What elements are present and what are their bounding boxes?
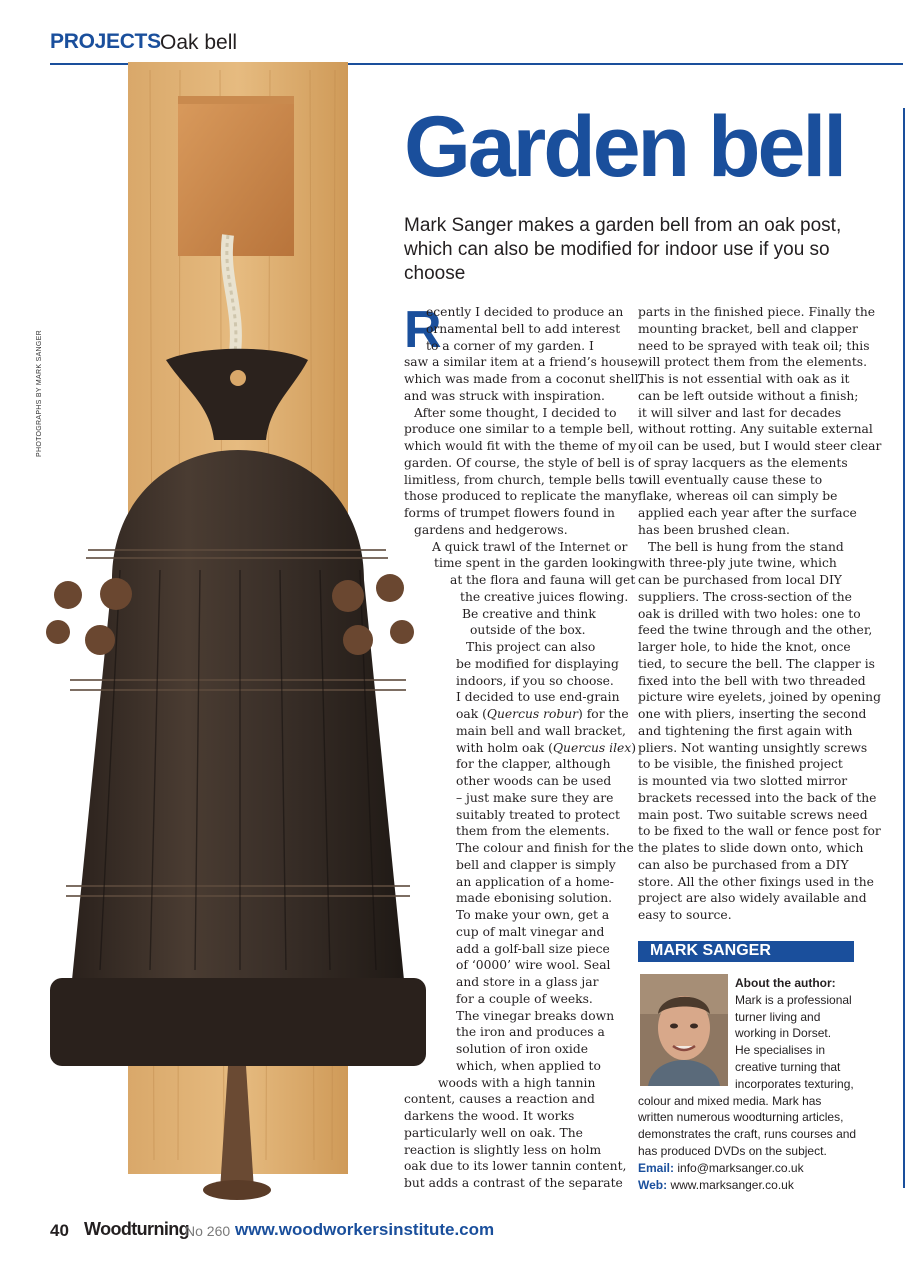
article-line: need to be sprayed with teak oil; this [638, 338, 870, 353]
article-line: I decided to use end-grain [456, 690, 620, 705]
about-heading: About the author: [735, 976, 836, 990]
article-line: This project can also [466, 640, 596, 654]
article-line: the plates to slide down onto, which [638, 841, 864, 855]
article-line: gardens and hedgerows. [414, 522, 568, 537]
article-line: oak is drilled with two holes: one to [638, 606, 861, 621]
section-topic: Oak bell [160, 31, 238, 54]
article-line: which would fit with the theme of my [404, 439, 637, 453]
article-line: suppliers. The cross-section of the [638, 589, 852, 604]
article-line: but adds a contrast of the separate [404, 1176, 623, 1190]
about-line: Mark is a professional [735, 992, 852, 1007]
article-line: project are also widely available and [638, 891, 867, 906]
about-author [638, 975, 858, 1193]
article-line: is mounted via two slotted mirror [638, 774, 848, 788]
article-line: A quick trawl of the Internet or [432, 539, 628, 554]
author-name-bar [638, 941, 854, 962]
article-line: add a golf-ball size piece [456, 941, 610, 956]
article-line: tied, to secure the bell. The clapper is [638, 656, 875, 671]
article-line: This is not essential with oak as it [638, 372, 850, 386]
article-line: easy to source. [638, 908, 732, 922]
about-line: colour and mixed media. Mark has [638, 1093, 822, 1108]
article-line: will protect them from the elements. [638, 355, 868, 370]
article-line: darkens the wood. It works [404, 1109, 575, 1123]
article-line: the iron and produces a [456, 1025, 605, 1040]
article-line: main bell and wall bracket, [456, 723, 626, 738]
article-line: and was struck with inspiration. [404, 388, 605, 403]
article-line: suitably treated to protect [456, 807, 620, 822]
page-number: 40 [50, 1221, 69, 1240]
article-line: which was made from a coconut shell, [404, 372, 643, 386]
article-line: can be purchased from local DIY [638, 573, 842, 587]
article-line: those produced to replicate the many [404, 489, 639, 504]
article-line: The colour and finish for the [456, 841, 634, 855]
drop-cap: R [404, 301, 442, 359]
article-line: mounting bracket, bell and clapper [638, 321, 858, 336]
article-line: store. All the other fixings used in the [638, 874, 874, 889]
article-line: oil can be used, but I would steer clear [638, 439, 882, 453]
article-line: time spent in the garden looking [434, 556, 638, 571]
article-line: feed the twine through and the other, [638, 623, 873, 638]
article-line: particularly well on oak. The [404, 1125, 583, 1140]
article-line: saw a similar item at a friend’s house, [404, 355, 642, 370]
standfirst-text: makes a garden bell from an oak post, which can also be modified for indoor use if you so choose [404, 215, 842, 284]
photo-credit: PHOTOGRAPHS BY MARK SANGER [36, 330, 43, 457]
standfirst [404, 214, 874, 286]
article-line: woods with a high tannin [438, 1075, 596, 1090]
about-line: written numerous woodturning articles, [638, 1110, 844, 1125]
article-line: brackets recessed into the back of the [638, 790, 877, 805]
article-title: Garden bell [404, 99, 845, 195]
article-column-2 [638, 304, 882, 924]
article-line: without rotting. Any suitable external [638, 422, 873, 437]
article-line: The bell is hung from the stand [648, 539, 844, 554]
article-line: To make your own, get a [456, 908, 610, 922]
article-line: picture wire eyelets, joined by opening [638, 690, 881, 705]
author-name: MARK SANGER [650, 942, 771, 959]
article-line: larger hole, to hide the knot, once [638, 640, 851, 654]
about-line: demonstrates the craft, runs courses and [638, 1127, 857, 1142]
author-email [638, 1160, 858, 1177]
section-label: PROJECTS [50, 30, 161, 53]
article-line: other woods can be used [456, 774, 612, 788]
article-line: The vinegar breaks down [456, 1008, 615, 1023]
article-line: limitless, from church, temple bells to [404, 472, 642, 487]
article-line: has been brushed clean. [638, 522, 790, 537]
article-line: which, when applied to [456, 1058, 601, 1073]
issue-number: No 260 [185, 1223, 231, 1239]
article-line: and tightening the first again with [638, 723, 853, 738]
article-line: be modified for displaying [456, 656, 619, 671]
article-line: Be creative and think [462, 606, 596, 621]
article-line: to a corner of my garden. I [426, 338, 594, 353]
about-line: He specialises in [735, 1043, 826, 1058]
article-line: flake, whereas oil can simply be [638, 489, 838, 504]
article-line: pliers. Not wanting unsightly screws [638, 740, 868, 755]
article-line: at the flora and fauna will get [450, 573, 636, 587]
article-line: one with pliers, inserting the second [638, 707, 867, 721]
about-line: has produced DVDs on the subject. [638, 1143, 827, 1158]
article-line: ecently I decided to produce an [426, 305, 624, 319]
author-web-value[interactable]: www.marksanger.co.uk [667, 1177, 794, 1192]
article-line: it will silver and last for decades [638, 405, 842, 420]
author-email-label: Email: [638, 1160, 675, 1175]
article-line: with three-ply jute twine, which [638, 556, 837, 571]
article-line: bell and clapper is simply [456, 857, 616, 872]
article-line: fixed into the bell with two threaded [638, 673, 866, 688]
article-line: them from the elements. [456, 824, 610, 839]
article-line: with holm oak (Quercus ilex) [456, 740, 637, 755]
article-line: of spray lacquers as the elements [638, 455, 848, 470]
article-line: oak (Quercus robur) for the [456, 707, 629, 721]
article-line: of ‘0000’ wire wool. Seal [456, 958, 611, 973]
article-line: to be visible, the finished project [638, 757, 843, 772]
about-line: incorporates texturing, [735, 1076, 854, 1091]
footer-website: www.woodworkersinstitute.com [235, 1220, 495, 1239]
article-line: ornamental bell to add interest [426, 321, 621, 336]
article-line: to be fixed to the wall or fence post for [638, 824, 881, 839]
article-line: the creative juices flowing. [460, 589, 629, 604]
author-email-value[interactable]: info@marksanger.co.uk [674, 1160, 804, 1175]
author-web [638, 1177, 858, 1194]
article-line: After some thought, I decided to [414, 405, 617, 420]
article-line: reaction is slightly less on holm [404, 1142, 602, 1157]
article-line: produce one similar to a temple bell, [404, 422, 634, 437]
article-line: forms of trumpet flowers found in [404, 506, 615, 520]
garden-bell-photo [30, 60, 440, 1220]
article-column-1 [404, 301, 643, 1192]
article-line: will eventually cause these to [638, 472, 823, 487]
article-line: can be left outside without a finish; [638, 388, 859, 403]
article-line: an application of a home- [456, 874, 614, 889]
article-line: parts in the finished piece. Finally the [638, 305, 876, 319]
article-line: solution of iron oxide [456, 1042, 588, 1056]
article-line: garden. Of course, the style of bell is [404, 455, 635, 470]
article-line: main post. Two suitable screws need [638, 807, 868, 822]
standfirst-author: Mark Sanger [404, 215, 513, 236]
author-web-label: Web: [638, 1177, 668, 1192]
about-line: creative turning that [735, 1059, 841, 1074]
article-line: applied each year after the surface [638, 506, 857, 520]
article-line: oak due to its lower tannin content, [404, 1159, 627, 1174]
magazine-name: Woodturning [84, 1219, 190, 1239]
article-line: cup of malt vinegar and [456, 924, 605, 939]
about-line: working in Dorset. [735, 1026, 832, 1041]
article-line: for a couple of weeks. [456, 991, 593, 1006]
article-line: – just make sure they are [456, 790, 614, 805]
article-line: outside of the box. [470, 623, 586, 638]
article-line: and store in a glass jar [456, 975, 599, 989]
article-line: can also be purchased from a DIY [638, 857, 849, 872]
article-line: indoors, if you so choose. [456, 673, 614, 688]
article-line: content, causes a reaction and [404, 1092, 595, 1107]
about-line: turner living and [735, 1009, 821, 1024]
article-line: for the clapper, although [456, 757, 611, 772]
article-line: made ebonising solution. [456, 891, 613, 906]
